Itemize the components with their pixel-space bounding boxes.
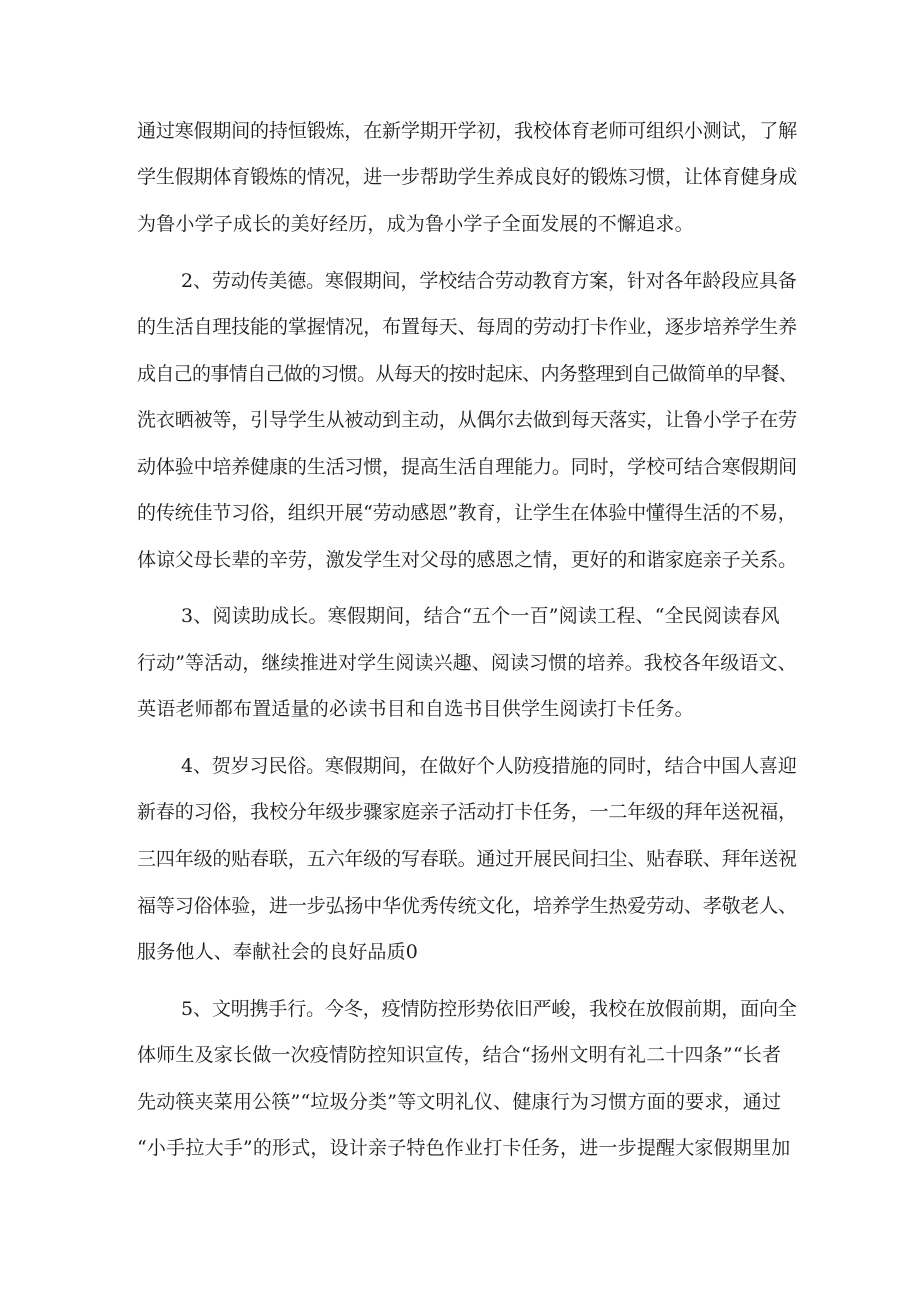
paragraph-4-line-3: 先动筷夹菜用公筷”“垃圾分类”等文明礼仪、健康行为习惯方面的要求，通过 — [137, 1091, 782, 1113]
paragraph-2-line-2: 行动”等活动，继续推进对学生阅读兴趣、阅读习惯的培养。我校各年级语文、 — [137, 652, 797, 674]
paragraph-3-line-4: 福等习俗体验，进一步弘扬中华优秀传统文化，培养学生热爱劳动、孝敬老人、 — [137, 895, 798, 917]
paragraph-1-line-1: 2、劳动传美德。寒假期间，学校结合劳动教育方案，针对各年龄段应具备 — [181, 270, 797, 292]
paragraph-2-line-1: 3、阅读助成长。寒假期间，结合“五个一百”阅读工程、“全民阅读春风 — [181, 605, 780, 627]
paragraph-0-line-3: 为鲁小学子成长的美好经历，成为鲁小学子全面发展的不懈追求。 — [137, 213, 694, 235]
paragraph-3-line-2: 新春的习俗，我校分年级步骤家庭亲子活动打卡任务，一二年级的拜年送祝福， — [137, 801, 798, 823]
paragraph-4-line-1: 5、文明携手行。今冬，疫情防控形势依旧严峻，我校在放假前期，面向全 — [181, 998, 797, 1020]
paragraph-1-line-6: 的传统佳节习俗，组织开展“劳动感恩”教育，让学生在体验中懂得生活的不易， — [137, 502, 797, 524]
paragraph-3-line-3: 三四年级的贴春联，五六年级的写春联。通过开展民间扫尘、贴春联、拜年送祝 — [137, 848, 798, 870]
paragraph-1-line-4: 洗衣晒被等，引导学生从被动到主动，从偶尔去做到每天落实，让鲁小学子在劳 — [137, 409, 798, 431]
paragraph-0-line-1: 通过寒假期间的持恒锻炼，在新学期开学初，我校体育老师可组织小测试，了解 — [137, 120, 798, 142]
paragraph-1-line-7: 体谅父母长辈的辛劳，激发学生对父母的感恩之情，更好的和谐家庭亲子关系。 — [137, 549, 798, 571]
paragraph-1-line-2: 的生活自理技能的掌握情况，布置每天、每周的劳动打卡作业，逐步培养学生养 — [137, 316, 798, 338]
paragraph-1-line-3: 成自己的事情自己做的习惯。从每天的按时起床、内务整理到自己做简单的早餐、 — [137, 363, 798, 385]
paragraph-0-line-2: 学生假期体育锻炼的情况，进一步帮助学生养成良好的锻炼习惯，让体育健身成 — [137, 166, 798, 188]
paragraph-4-line-4: “小手拉大手”的形式，设计亲子特色作业打卡任务，进一步提醒大家假期里加 — [137, 1137, 791, 1159]
paragraph-4-line-2: 体师生及家长做一次疫情防控知识宣传，结合“扬州文明有礼二十四条”“长者 — [137, 1044, 782, 1066]
paragraph-3-line-1: 4、贺岁习民俗。寒假期间，在做好个人防疫措施的同时，结合中国人喜迎 — [181, 755, 797, 777]
paragraph-3-line-5: 服务他人、奉献社会的良好品质0 — [137, 941, 419, 963]
paragraph-1-line-5: 动体验中培养健康的生活习惯，提高生活自理能力。同时，学校可结合寒假期间 — [137, 456, 798, 478]
paragraph-2-line-3: 英语老师都布置适量的必读书目和自选书目供学生阅读打卡任务。 — [137, 698, 694, 720]
